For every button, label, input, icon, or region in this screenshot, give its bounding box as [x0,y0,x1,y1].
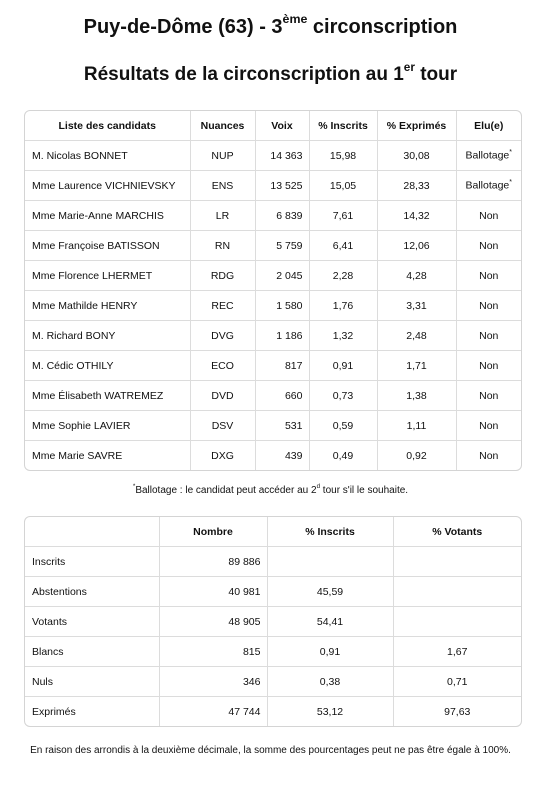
candidate-pct-exprimes: 0,92 [377,441,456,471]
ballotage-star: * [509,149,513,157]
candidate-row [25,411,521,441]
col-header-elu: Elu(e) [456,111,521,141]
candidate-row [25,291,521,321]
candidate-elu [456,231,521,261]
results-header-row [25,111,521,141]
candidate-nuance: DXG [190,441,255,471]
candidate-row [25,231,521,261]
candidate-pct-inscrits: 6,41 [309,231,377,261]
totals-nombre: 40 981 [159,577,267,607]
totals-row [25,667,521,697]
candidate-elu-status: Non [479,209,499,222]
candidate-elu-status: Ballotage [465,179,510,192]
candidate-name: Mme Sophie LAVIER [25,411,190,441]
totals-nombre: 47 744 [159,697,267,727]
candidate-row [25,351,521,381]
candidate-elu-status: Non [479,419,499,432]
candidate-pct-inscrits: 0,49 [309,441,377,471]
candidate-elu [456,291,521,321]
totals-pct-inscrits [267,547,393,577]
totals-pct-votants: 1,67 [393,637,521,667]
totals-pct-inscrits: 45,59 [267,577,393,607]
totals-pct-votants [393,577,521,607]
totals-label: Abstentions [25,577,159,607]
candidate-nuance: RDG [190,261,255,291]
totals-pct-votants [393,547,521,577]
candidate-voix: 1 580 [255,291,309,321]
candidate-name: Mme Françoise BATISSON [25,231,190,261]
col-header-label [25,517,159,547]
candidate-nuance: DSV [190,411,255,441]
col-header-candidats: Liste des candidats [25,111,190,141]
candidate-row [25,261,521,291]
candidate-elu-status: Non [479,329,499,342]
ballotage-footnote: *Ballotage : le candidat peut accéder au 2$^d$ tour s'il le souhaite. [132,482,409,496]
totals-pct-votants: 97,63 [444,705,471,718]
candidate-pct-exprimes: 3,31 [377,291,456,321]
candidate-row [25,321,521,351]
page-subtitle: Résultats de la circonscription au 1er tour [83,60,458,85]
col-header-pct-votants: % Votants [393,517,521,547]
candidate-elu [456,141,521,171]
candidate-elu-status: Non [479,449,499,462]
totals-pct-votants [393,607,521,637]
totals-nombre: 815 [159,637,267,667]
candidate-pct-exprimes: 1,11 [377,411,456,441]
totals-label: Blancs [25,637,159,667]
candidate-pct-exprimes: 2,48 [377,321,456,351]
totals-label: Nuls [25,667,159,697]
page-title: Puy-de-Dôme (63) - 3ème circonscription [83,12,458,38]
candidate-row [25,201,521,231]
results-table [24,110,522,471]
candidate-elu-status: Non [479,389,499,402]
ballotage-star: * [509,179,513,187]
candidate-elu [456,441,521,471]
totals-table [24,516,522,727]
candidate-elu [456,261,521,291]
candidate-elu [456,171,521,201]
candidate-elu [456,201,521,231]
candidate-name: Mme Florence LHERMET [25,261,190,291]
candidate-voix: 817 [255,351,309,381]
candidate-elu-status: Non [479,299,499,312]
candidate-nuance: REC [190,291,255,321]
candidate-name: Mme Marie-Anne MARCHIS [25,201,190,231]
candidate-nuance: DVD [190,381,255,411]
candidate-row [25,381,521,411]
candidate-name: Mme Laurence VICHNIEVSKY [25,171,190,201]
candidate-row [25,171,521,201]
candidate-pct-inscrits: 7,61 [309,201,377,231]
totals-row [25,637,521,667]
col-header-voix: Voix [255,111,309,141]
candidate-name: M. Cédic OTHILY [25,351,190,381]
totals-label: Exprimés [25,697,159,727]
candidate-pct-exprimes: 12,06 [377,231,456,261]
candidate-elu [456,351,521,381]
candidate-pct-exprimes: 1,38 [377,381,456,411]
totals-pct-inscrits: 54,41 [267,607,393,637]
col-header-inscrits: % Inscrits [309,111,377,141]
rounding-note: En raison des arrondis à la deuxième décimale, la somme des pourcentages peut ne pas être égale à 100%. [30,745,511,756]
totals-nombre: 48 905 [159,607,267,637]
candidate-elu-status: Non [479,239,499,252]
totals-row [25,697,521,727]
totals-pct-inscrits: 0,38 [267,667,393,697]
candidate-name: Mme Mathilde HENRY [25,291,190,321]
totals-row [25,577,521,607]
candidate-voix: 1 186 [255,321,309,351]
candidate-pct-exprimes: 1,71 [377,351,456,381]
candidate-nuance: ENS [190,171,255,201]
candidate-voix: 2 045 [255,261,309,291]
candidate-name: M. Richard BONY [25,321,190,351]
totals-label: Inscrits [25,547,159,577]
candidate-voix: 531 [255,411,309,441]
candidate-pct-inscrits: 1,76 [309,291,377,321]
candidate-pct-inscrits: 0,91 [309,351,377,381]
candidate-elu-status: Non [479,359,499,372]
candidate-voix: 439 [255,441,309,471]
col-header-pct-inscrits: % Inscrits [267,517,393,547]
candidate-name: M. Nicolas BONNET [25,141,190,171]
candidate-pct-inscrits: 15,98 [309,141,377,171]
totals-nombre: 89 886 [159,547,267,577]
candidate-elu-status: Ballotage [465,149,510,162]
totals-header-row [25,517,521,547]
candidate-row [25,141,521,171]
candidate-nuance: DVG [190,321,255,351]
col-header-nombre: Nombre [159,517,267,547]
candidate-pct-exprimes: 4,28 [377,261,456,291]
candidate-name: Mme Marie SAVRE [25,441,190,471]
candidate-voix: 13 525 [255,171,309,201]
totals-nombre: 346 [159,667,267,697]
candidate-pct-exprimes: 30,08 [377,141,456,171]
candidate-voix: 6 839 [255,201,309,231]
candidate-pct-exprimes: 28,33 [377,171,456,201]
candidate-voix: 14 363 [255,141,309,171]
totals-pct-votants: 0,71 [393,667,521,697]
candidate-nuance: RN [190,231,255,261]
totals-row [25,547,521,577]
candidate-pct-inscrits: 0,59 [309,411,377,441]
candidate-elu-status: Non [479,269,499,282]
totals-label: Votants [25,607,159,637]
col-header-nuances: Nuances [190,111,255,141]
candidate-nuance: ECO [190,351,255,381]
candidate-nuance: NUP [190,141,255,171]
candidate-pct-inscrits: 15,05 [309,171,377,201]
col-header-exprimes: % Exprimés [377,111,456,141]
candidate-elu [456,321,521,351]
totals-pct-inscrits: 0,91 [267,637,393,667]
candidate-pct-inscrits: 0,73 [309,381,377,411]
candidate-elu [456,411,521,441]
totals-pct-inscrits: 53,12 [267,697,393,727]
totals-row [25,607,521,637]
candidate-pct-inscrits: 1,32 [309,321,377,351]
candidate-nuance: LR [190,201,255,231]
candidate-pct-inscrits: 2,28 [309,261,377,291]
candidate-voix: 660 [255,381,309,411]
candidate-voix: 5 759 [255,231,309,261]
candidate-name: Mme Élisabeth WATREMEZ [25,381,190,411]
candidate-pct-exprimes: 14,32 [377,201,456,231]
candidate-row [25,441,521,471]
candidate-elu [456,381,521,411]
